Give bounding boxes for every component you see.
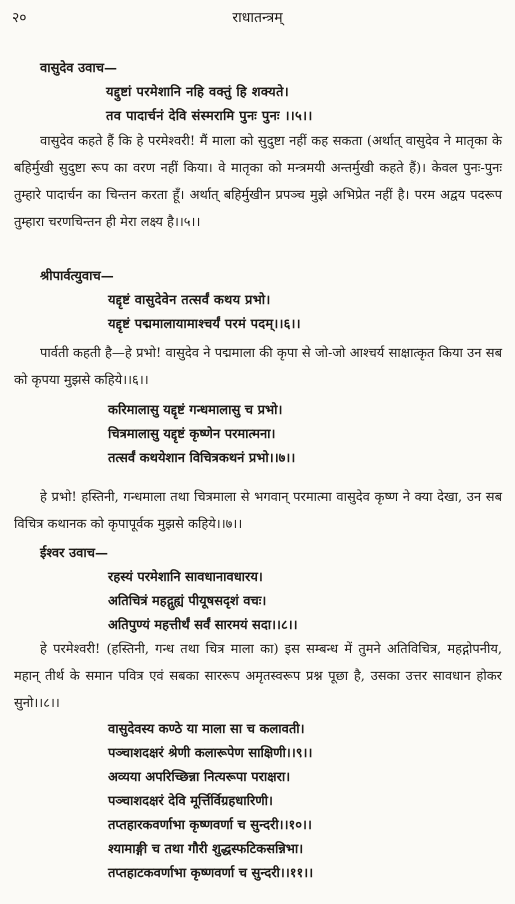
commentary-paragraph (14, 484, 502, 538)
commentary-text: हे प्रभो! हस्तिनी, गन्धमाला तथा चित्रमाला से भगवान् परमात्मा वासुदेव कृष्ण ने क्या देखा, उन सब विचित्र कथानक को कृपापूर्वक मुझसे कहिये।।७।। (14, 490, 502, 532)
verse-line: वासुदेवस्य कण्ठे या माला सा च कलावती। (108, 722, 305, 737)
verse-line: यद्दृष्टं पद्ममालायामाश्चर्यं परमं पदम्।।६।। (108, 317, 301, 332)
commentary-paragraph (14, 128, 502, 236)
verse-line: तप्तहाटकवर्णाभा कृष्णवर्णा च सुन्दरी।।११।। (108, 866, 314, 881)
verse-line: अतिपुण्यं महत्तीर्थं सर्वं सारमयं सदा।।८।। (108, 618, 298, 633)
verse-line: श्यामाङ्गी च तथा गौरी शुद्धस्फटिकसन्निभा। (108, 842, 304, 857)
page-number: २० (12, 10, 27, 26)
verse-line: तत्सर्वं कथयेशान विचित्रकथनं प्रभो।।७।। (108, 451, 296, 466)
verse-line: रहस्यं परमेशानि सावधानावधारय। (108, 570, 263, 585)
speaker-heading: ईश्वर उवाच— (40, 546, 108, 561)
speaker-heading: श्रीपार्वत्युवाच— (40, 269, 114, 284)
verse-line: यद्दुष्टां परमेशानि नहि वक्तुं हि शक्यते। (106, 85, 289, 100)
commentary-paragraph (14, 636, 502, 717)
running-title: राधातन्त्रम् (232, 10, 283, 26)
commentary-text: पार्वती कहती है—हे प्रभो! वासुदेव ने पद्ममाला की कृपा से जो-जो आश्चर्य साक्षात्कृत किया उन सब को कृपया मुझसे कहिये।।६।। (14, 346, 502, 388)
verse-line: तप्तहारकवर्णाभा कृष्णवर्णा च सुन्दरी।।१०।। (108, 818, 312, 833)
verse-line: अव्यया अपरिच्छिन्ना नित्यरूपा पराक्षरा। (108, 770, 291, 785)
verse-line: यद्दृष्टं वासुदेवेन तत्सर्वं कथय प्रभो। (108, 293, 271, 308)
verse-line: चित्रमालासु यद्दृष्टं कृष्णेन परमात्मना। (108, 427, 276, 442)
commentary-paragraph (14, 340, 502, 394)
verse-line: तव पादार्चनं देवि संस्मरामि पुनः पुनः ।।५।। (106, 109, 313, 124)
verse-line: करिमालासु यद्दृष्टं गन्धमालासु च प्रभो। (108, 403, 283, 418)
speaker-heading: वासुदेव उवाच— (40, 61, 118, 76)
commentary-text: हे परमेश्वरी! (हस्तिनी, गन्ध तथा चित्र माला का) इस सम्बन्ध में तुमने अतिविचित्र, महद्गोपनीय, महान् तीर्थ के समान पवित्र एवं सबका साररूप अमृतस्वरूप प्रश्न पूछा है, उसका उत्तर सावधान होकर सुनो।।८।। (14, 642, 502, 711)
verse-line: पञ्चाशदक्षरं श्रेणी कलारूपेण साक्षिणी।।९।। (108, 746, 313, 761)
commentary-text: वासुदेव कहते हैं कि हे परमेश्वरी! मैं माला को सुदुष्टा नहीं कह सकता (अर्थात् वासुदेव ने मातृका के बहिर्मुखी सुदुष्टा रूप का वरण नहीं किया। वे मातृका को मन्त्रमयी अन्तर्मुखी कहते हैं)। केवल पुनः-पुनः तुम्हारे पादार्चन का चिन्तन करता हूँ। अर्थात् बहिर्मुखीन प्रपञ्च मुझे अभिप्रेत नहीं है। परम अद्वय पदरूप तुम्हारा चरणचिन्तन ही मेरा लक्ष्य है।।५।। (14, 134, 502, 230)
verse-line: अतिचित्रं महद्गुह्यं पीयूषसदृशं वचः। (108, 594, 267, 609)
page-header (0, 8, 515, 34)
verse-line: पञ्चाशदक्षरं देवि मूर्त्तिर्विग्रहधारिणी। (108, 794, 273, 809)
